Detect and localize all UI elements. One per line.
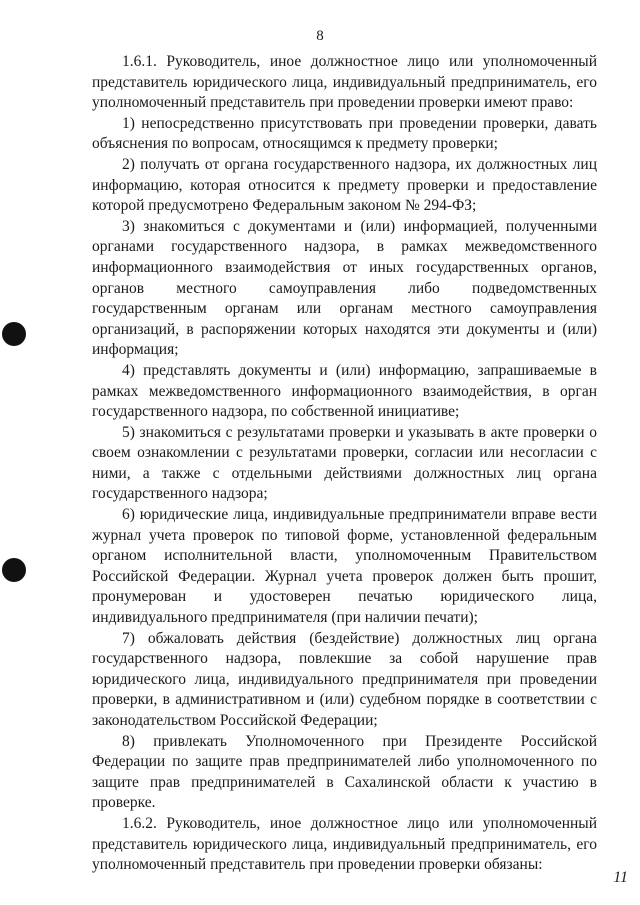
punch-hole-bottom	[2, 558, 26, 582]
document-body	[92, 52, 597, 876]
page-number: 8	[316, 28, 324, 44]
paragraph-item-7: 7) обжаловать действия (бездействие) должностных лиц органа государственного надзора, повлекшие за собой нарушение прав юридического лица, индивидуального предпринимателя при проведении проверки, в административном и (или) судебном порядке в соответствии с законодательством Российской Федерации;	[92, 629, 597, 729]
paragraph-item-6: 6) юридические лица, индивидуальные предприниматели вправе вести журнал учета проверок по типовой форме, установленной федеральным органом исполнительной власти, уполномоченным Правительством Российской Федерации. Журнал учета проверок должен быть прошит, пронумерован и удостоверен печатью юридического лица, индивидуального предпринимателя (при наличии печати);	[92, 506, 597, 627]
paragraph-item-5: 5) знакомиться с результатами проверки и указывать в акте проверки о своем ознакомлении с результатами проверки, согласии или несогласии с ними, а также с отдельными действиями должностных лиц органа государственного надзора;	[92, 423, 597, 503]
paragraph-item-2: 2) получать от органа государственного надзора, их должностных лиц информацию, которая относится к предмету проверки и предоставление которой предусмотрено Федеральным законом № 294-ФЗ;	[92, 155, 597, 215]
paragraph-item-1: 1) непосредственно присутствовать при проведении проверки, давать объяснения по вопросам, относящимся к предмету проверки;	[92, 114, 597, 153]
handwritten-mark: 11	[613, 869, 628, 886]
paragraph-item-4: 4) представлять документы и (или) информацию, запрашиваемые в рамках межведомственного информационного взаимодействия, в орган государственного надзора, по собственной инициативе;	[92, 361, 597, 421]
paragraph-item-8: 8) привлекать Уполномоченного при Президенте Российской Федерации по защите прав предпринимателей либо уполномоченного по защите прав предпринимателей в Сахалинской области к участию в проверке.	[92, 732, 597, 812]
punch-hole-top	[2, 322, 26, 346]
paragraph-1-6-2: 1.6.2. Руководитель, иное должностное лицо или уполномоченный представитель юридического лица, индивидуальный предприниматель, его уполномоченный представитель при проведении проверки обязаны:	[92, 814, 597, 874]
paragraph-1-6-1: 1.6.1. Руководитель, иное должностное лицо или уполномоченный представитель юридического лица, индивидуальный предприниматель, его уполномоченный представитель при проведении проверки имеют право:	[92, 53, 597, 112]
paragraph-item-3: 3) знакомиться с документами и (или) информацией, полученными органами государственного надзора, в рамках межведомственного информационного взаимодействия от иных государственных органов, органов местного самоуправления либо подведомственных государственным органам или органам местного самоуправления организаций, в распоряжении которых находятся эти документы и (или) информация;	[92, 217, 597, 359]
